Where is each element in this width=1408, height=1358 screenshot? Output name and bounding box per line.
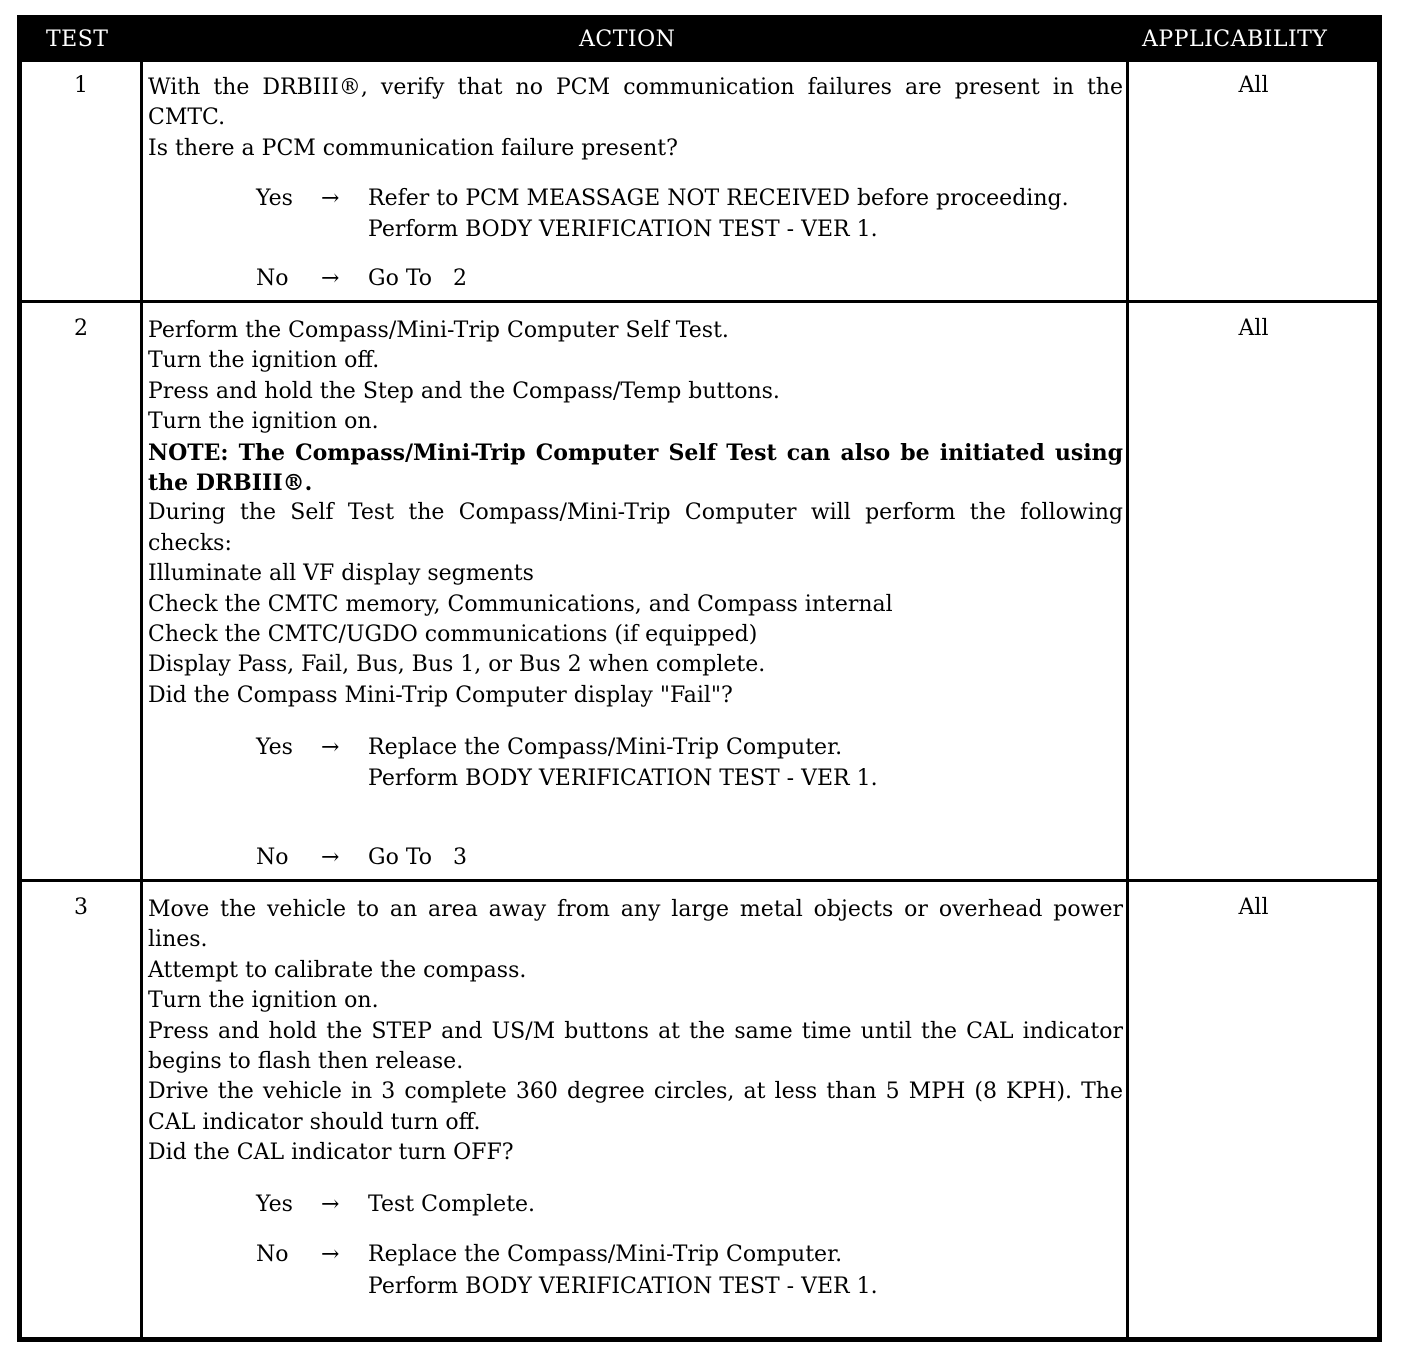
arrow-icon: →	[321, 845, 340, 870]
action-line: During the Self Test the Compass/Mini-Trip Computer will perform the following checks:	[148, 500, 1123, 556]
arrow-icon: →	[321, 1242, 340, 1267]
test-number-3: 3	[74, 895, 88, 920]
no-text: Go To 3	[368, 845, 467, 870]
action-line: Drive the vehicle in 3 complete 360 degree circles, at less than 5 MPH (8 KPH). The CAL indicator should turn off.	[148, 1079, 1123, 1135]
column-divider-left	[140, 62, 143, 1337]
yes-label: Yes	[256, 1192, 293, 1217]
no-text: Perform BODY VERIFICATION TEST - VER 1.	[368, 1274, 878, 1299]
row-divider-2	[22, 879, 1377, 882]
row-divider-1	[22, 300, 1377, 303]
arrow-icon: →	[321, 1192, 340, 1217]
action-line: Did the CAL indicator turn OFF?	[148, 1140, 514, 1166]
action-line: With the DRBIII®, verify that no PCM communication failures are present in the CMTC.	[148, 75, 1123, 131]
action-line: Attempt to calibrate the compass.	[148, 957, 527, 983]
action-line: Perform the Compass/Mini-Trip Computer Self Test.	[148, 318, 729, 343]
no-label: No	[256, 266, 289, 291]
yes-label: Yes	[256, 735, 293, 760]
test-number-1: 1	[74, 73, 88, 98]
no-label: No	[256, 1242, 289, 1267]
table-header	[22, 20, 1377, 62]
action-line: Move the vehicle to an area away from any large metal objects or overhead power lines.	[148, 897, 1123, 953]
yes-text: Perform BODY VERIFICATION TEST - VER 1.	[368, 766, 878, 791]
action-line: Illuminate all VF display segments	[148, 561, 534, 587]
action-text-3	[148, 895, 1123, 1169]
arrow-icon: →	[321, 735, 340, 760]
action-line: Check the CMTC memory, Communications, and Compass internal	[148, 591, 893, 617]
arrow-icon: →	[321, 266, 340, 291]
action-line: Did the Compass Mini-Trip Computer display "Fail"?	[148, 682, 733, 708]
action-line: Is there a PCM communication failure present?	[148, 135, 678, 161]
applicability-1: All	[1238, 73, 1269, 98]
action-line: Press and hold the STEP and US/M buttons at the same time until the CAL indicator begins to flash then release.	[148, 1018, 1123, 1075]
header-applicability: APPLICABILITY	[1142, 27, 1328, 52]
test-number-2: 2	[74, 316, 88, 341]
applicability-3: All	[1238, 895, 1269, 920]
applicability-2: All	[1238, 316, 1269, 341]
header-action: ACTION	[579, 27, 676, 52]
action-line: Turn the ignition on.	[148, 988, 379, 1014]
yes-text: Perform BODY VERIFICATION TEST - VER 1.	[368, 217, 878, 242]
yes-text: Refer to PCM MEASSAGE NOT RECEIVED before proceeding.	[368, 186, 1069, 211]
header-test: TEST	[46, 27, 109, 52]
yes-label: Yes	[256, 186, 293, 211]
note-text: NOTE: The Compass/Mini-Trip Computer Self Test can also be initiated using the DRBIII®.	[148, 439, 1123, 497]
action-text-2	[148, 316, 1123, 711]
column-divider-right	[1126, 62, 1129, 1337]
action-line: Turn the ignition off.	[148, 348, 380, 374]
action-text-1	[148, 73, 1123, 164]
diagnostic-table	[17, 15, 1382, 1342]
action-line: Check the CMTC/UGDO communications (if equipped)	[148, 622, 758, 648]
action-line: Display Pass, Fail, Bus, Bus 1, or Bus 2 when complete.	[148, 652, 766, 678]
yes-text: Replace the Compass/Mini-Trip Computer.	[368, 735, 843, 760]
action-line: Turn the ignition on.	[148, 409, 379, 435]
arrow-icon: →	[321, 186, 340, 211]
yes-text: Test Complete.	[368, 1192, 536, 1217]
no-text: Go To 2	[368, 266, 467, 291]
no-text: Replace the Compass/Mini-Trip Computer.	[368, 1242, 843, 1267]
action-line: Press and hold the Step and the Compass/Temp buttons.	[148, 378, 780, 404]
no-label: No	[256, 845, 289, 870]
